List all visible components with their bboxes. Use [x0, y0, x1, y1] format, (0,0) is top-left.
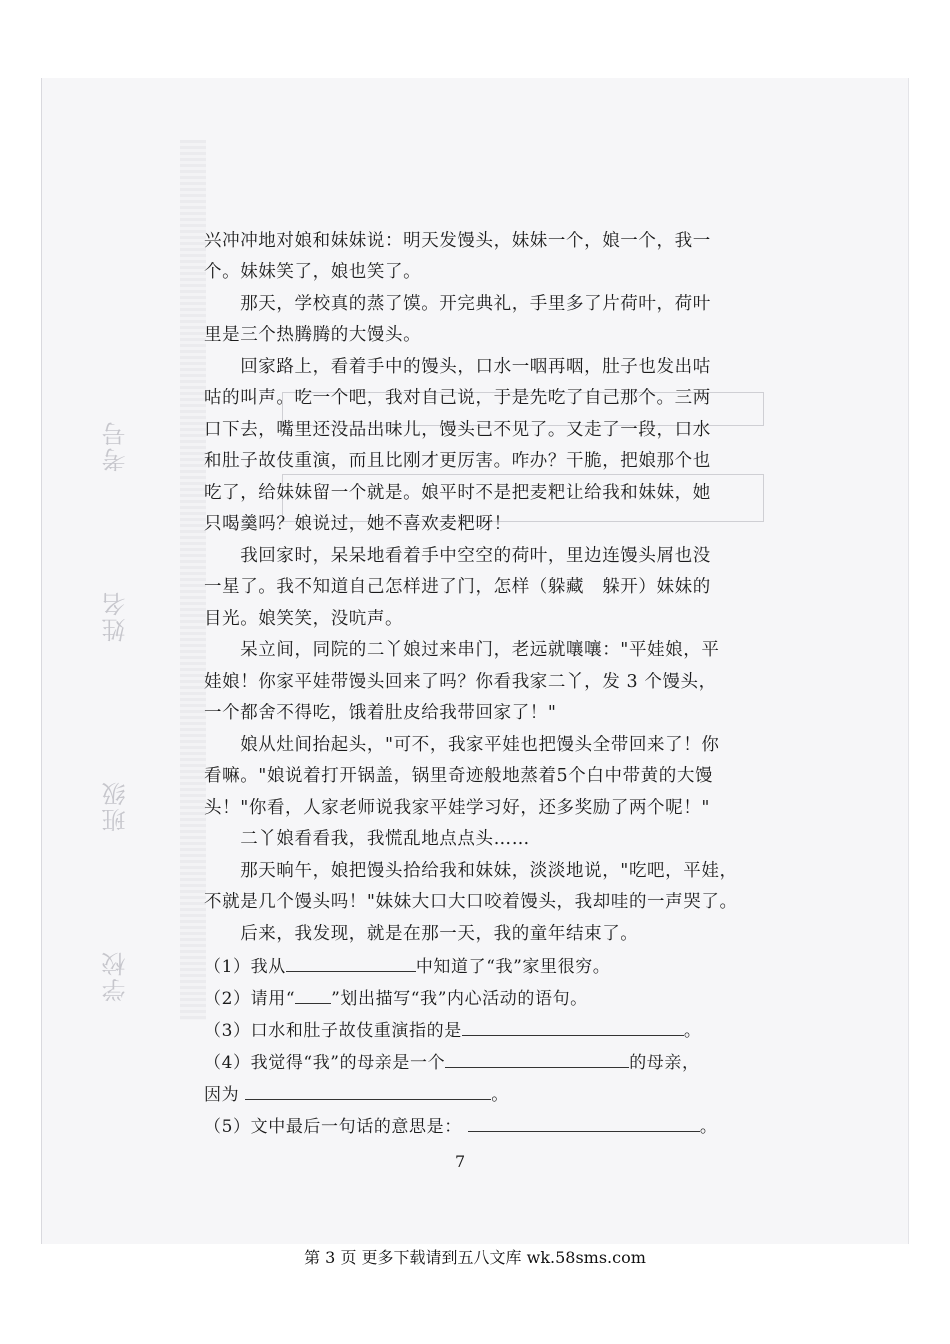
question-3-suffix: 。: [683, 1021, 702, 1041]
passage-line: 娘从灶间抬起头，"可不，我家平娃也把馒头全带回来了！你: [204, 735, 720, 755]
passage-line: 二丫娘看看我，我慌乱地点点头……: [204, 829, 530, 849]
question-1: [204, 953, 610, 980]
side-label-name: 姓名: [102, 590, 130, 642]
question-1-prefix: （1）我从: [204, 957, 286, 977]
passage-line: 咕的叫声。吃一个吧，我对自己说，于是先吃了自己那个。三两: [204, 388, 711, 408]
answer-blank-3[interactable]: [462, 1017, 684, 1036]
answer-blank-4b[interactable]: [245, 1081, 491, 1100]
passage-line: 我回家时，呆呆地看着手中空空的荷叶，里边连馒头屑也没: [204, 546, 711, 566]
question-1-suffix: 中知道了“我”家里很穷。: [415, 957, 611, 977]
question-4-suffix: 的母亲，: [629, 1053, 700, 1073]
underline-sample: [295, 985, 331, 1004]
passage-line: 那天，学校真的蒸了馍。开完典礼，手里多了片荷叶，荷叶: [204, 294, 711, 314]
binding-strip: [180, 140, 206, 1020]
footer-download-note: 第 3 页 更多下载请到五八文库 wk.58sms.com: [304, 1248, 646, 1267]
passage-line: 看嘛。"娘说着打开锅盖，锅里奇迹般地蒸着5个白中带黄的大馒: [204, 766, 714, 786]
side-label-school: 学校: [102, 950, 130, 1002]
passage-line: 一星了。我不知道自己怎样进了门，怎样（躲藏 躲开）妹妹的: [204, 577, 711, 597]
passage-line: 一个都舍不得吃，饿着肚皮给我带回家了！": [204, 703, 557, 723]
passage-line: 兴冲冲地对娘和妹妹说：明天发馒头，妹妹一个，娘一个，我一: [204, 231, 711, 251]
passage-line: 头！"你看，人家老师说我家平娃学习好，还多奖励了两个呢！": [204, 798, 710, 818]
question-3: [204, 1017, 701, 1044]
passage-line: 不就是几个馒头吗！"妹妹大口大口咬着馒头，我却哇的一声哭了。: [204, 892, 738, 912]
passage-line: 呆立间，同院的二丫娘过来串门，老远就嚷嚷："平娃娘，平: [204, 640, 720, 660]
question-5: [204, 1113, 717, 1140]
question-4: [204, 1049, 700, 1076]
answer-blank-1[interactable]: [286, 953, 416, 972]
side-label-class: 班级: [102, 780, 130, 832]
passage-line: 回家路上，看着手中的馒头，口水一咽再咽，肚子也发出咕: [204, 357, 711, 377]
side-label-exam-no: 考号: [102, 420, 130, 472]
passage-line: 里是三个热腾腾的大馒头。: [204, 325, 422, 345]
passage-line: 个。妹妹笑了，娘也笑了。: [204, 262, 422, 282]
question-5-prefix: （5）文中最后一句话的意思是：: [204, 1117, 462, 1137]
question-3-prefix: （3）口水和肚子故伎重演指的是: [204, 1021, 462, 1041]
question-4-reason-prefix: 因为: [204, 1085, 240, 1105]
page-number: 7: [455, 1152, 466, 1171]
question-5-suffix: 。: [699, 1117, 718, 1137]
question-2-suffix: ”划出描写“我”内心活动的语句。: [331, 989, 588, 1009]
answer-blank-4a[interactable]: [445, 1049, 629, 1068]
passage-line: 和肚子故伎重演，而且比刚才更厉害。咋办？干脆，把娘那个也: [204, 451, 711, 471]
passage-line: 娃娘！你家平娃带馒头回来了吗？你看我家二丫，发 3 个馒头，: [204, 672, 717, 692]
question-2: [204, 985, 588, 1012]
answer-blank-5[interactable]: [468, 1113, 700, 1132]
question-4-prefix: （4）我觉得“我”的母亲是一个: [204, 1053, 446, 1073]
passage-line: 那天晌午，娘把馒头拾给我和妹妹，淡淡地说，"吃吧，平娃，: [204, 861, 738, 881]
passage-line: 目光。娘笑笑，没吭声。: [204, 609, 404, 629]
question-2-prefix: （2）请用“: [204, 989, 296, 1009]
passage-line: 口下去，嘴里还没品出味儿，馒头已不见了。又走了一段，口水: [204, 420, 711, 440]
question-4-reason: [204, 1081, 509, 1108]
passage-line: 后来，我发现，就是在那一天，我的童年结束了。: [204, 924, 639, 944]
question-4-reason-suffix: 。: [491, 1085, 509, 1105]
passage-line: 只喝羹吗？娘说过，她不喜欢麦粑呀！: [204, 514, 512, 534]
passage-line: 吃了，给妹妹留一个就是。娘平时不是把麦粑让给我和妹妹，她: [204, 483, 711, 503]
